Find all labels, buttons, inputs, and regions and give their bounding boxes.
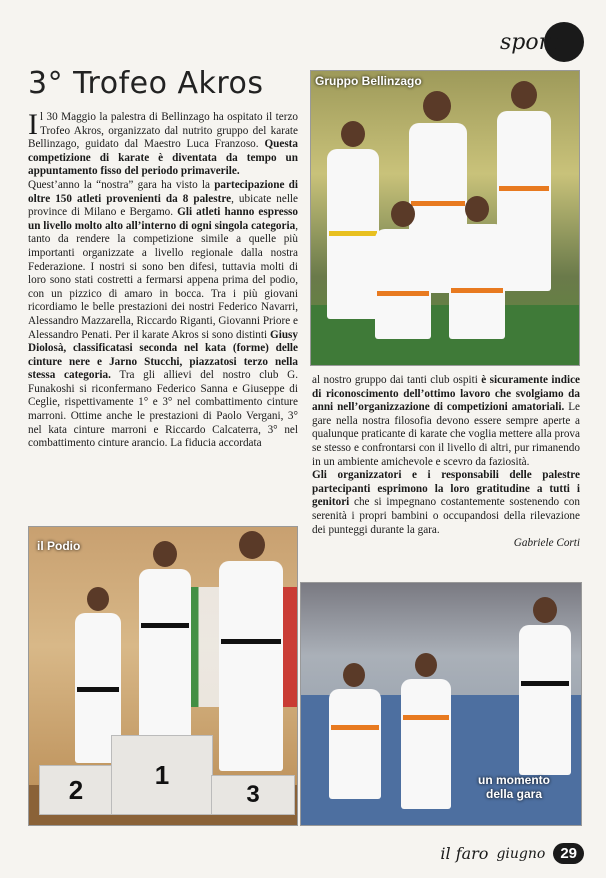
paragraph-bold: Giusy Diolosà, classificatasi seconda nel kata (forme) delle cinture nere e Jarno Stucchi, piazzatosi terzo nella stessa categoria. [28,328,298,382]
paragraph-text: che si impegnano costantemente sostenendo con serenità i propri bambini o occupandosi della rilevazione dei punteggi durante la gara. [312,496,580,536]
paragraph-text: l 30 Maggio la palestra di Bellinzago ha ospitato il terzo Trofeo Akros, organizzato dal nutrito gruppo del karate Bellinzago, guidato dal Maestro Luca Franzoso. [28,111,298,151]
karateka-figure [397,653,455,813]
page-number: 29 [553,843,584,864]
photo-match [300,582,582,826]
page-footer [440,843,584,864]
podium-second: 2 [39,765,113,815]
paragraph-bold: partecipazione di oltre 150 atleti provenienti da 8 palestre [28,178,298,205]
photo-caption: il Podio [37,539,81,553]
paragraph-text: Le gare nella nostra filosofia devono essere sempre aperte a qualunque praticante di karate che voglia mettere alla prova se stesso e confrontarsi con il livello di altri, pur rimanendo in un ambiente amichevole e scevro da faziosità. [312,401,580,468]
section-label [500,22,584,62]
photo-caption: Gruppo Bellinzago [315,74,422,88]
karateka-figure [515,597,575,787]
photo-caption [469,773,559,801]
paragraph-bold: Gli organizzatori e i responsabili delle palestre partecipanti esprimono la loro gratitudine a tutti i genitori [312,469,580,509]
section-name: sport [500,29,558,55]
karateka-figure [325,663,385,803]
photo-group [310,70,580,366]
photo-caption-line: della gara [485,787,543,801]
karateka-figure [215,531,287,781]
podium-first: 1 [111,735,213,815]
karateka-figure [445,196,509,351]
photo-podium [28,526,298,826]
article-column-right [312,374,580,579]
paragraph-text: , ubicate nelle province di Milano e Bergamo. [28,192,298,219]
paragraph-text: al nostro gruppo dai tanti club ospiti [312,374,482,386]
podium-third: 3 [211,775,295,815]
paragraph-bold: Questa competizione di karate è diventata da tempo un appuntamento fisso del periodo primaverile. [28,138,298,178]
issue-month: giugno [496,845,546,862]
karateka-figure [137,541,193,741]
paragraph-text: Tra gli allievi del nostro club G. Funakoshi si riconfermano Federico Sanna e Giuseppe di Ceglie, rispettivamente 1° e 3° nel combattimento cinture marroni. Ottime anche le prestazioni di Paolo Vergani, 3° nel kata cinture marroni e Riccardo Calcaterra, 3° nel combattimento cinture arancio. La fiducia accordata [28,369,298,450]
drop-cap: I [28,111,38,141]
photo-caption-line: un momento [478,773,550,787]
paragraph-bold: è sicuramente indice di riconoscimento dell’ottimo lavoro che svolgiamo da anni nell’organizzazione di competizioni amatoriali. [312,374,580,414]
magazine-name: il faro [440,844,489,863]
karateka-figure [371,201,435,351]
article-author: Gabriele Corti [513,537,580,550]
paragraph-text: Quest’anno la “nostra” gara ha visto la [28,178,215,191]
article-column-left [28,111,298,525]
paragraph-text: , tanto da rendere la competizione simile a quelle più importanti organizzate a livello regionale dalla nostra Federazione. I nostri si sono ben difesi, tuttavia molti di loro sono stati costretti a fermarsi appena prima del podio, con un pizzico di amaro in bocca. Tra i più giovani ricordiamo le belle prestazioni dei nostri Federico Navarri, Alessandro Mazzarella, Riccardo Riganti, Giovanni Priore e Alessandro Penati. Per il karate Akros si sono distinti [28,219,298,341]
article-headline: 3° Trofeo Akros [28,66,264,101]
paragraph-bold: Gli atleti hanno espresso un livello molto alto all’interno di ogni singola categoria [28,206,298,232]
